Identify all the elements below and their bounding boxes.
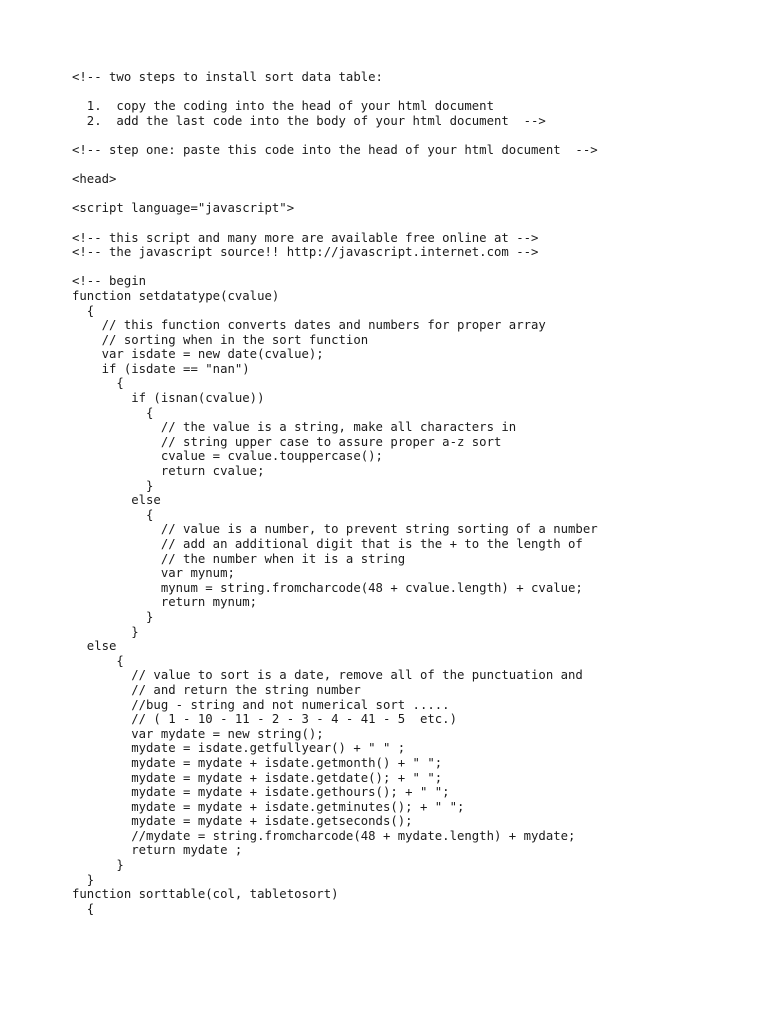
- code-line: }: [72, 872, 95, 887]
- code-line: [72, 128, 752, 143]
- code-line: return mynum;: [72, 595, 258, 610]
- code-line: if (isnan(cvalue)): [72, 391, 265, 406]
- code-line: }: [72, 858, 124, 873]
- code-line: function setdatatype(cvalue): [72, 288, 280, 303]
- code-line: // sorting when in the sort function: [72, 332, 369, 347]
- code-line: [72, 158, 752, 173]
- code-line: mydate = mydate + isdate.gethours(); + " ";: [72, 785, 450, 800]
- code-line: [72, 260, 752, 275]
- code-line: else: [72, 639, 117, 654]
- code-line: mydate = mydate + isdate.getmonth() + " ";: [72, 755, 443, 770]
- code-line: {: [72, 653, 124, 668]
- code-line: mydate = mydate + isdate.getdate(); + " ";: [72, 770, 443, 785]
- code-line: var mydate = new string();: [72, 726, 324, 741]
- code-line: // string upper case to assure proper a-z sort: [72, 434, 502, 449]
- code-line: cvalue = cvalue.touppercase();: [72, 449, 383, 464]
- code-document: [72, 70, 752, 916]
- code-line: mydate = isdate.getfullyear() + " " ;: [72, 741, 406, 756]
- code-line: <head>: [72, 172, 117, 187]
- code-line: // the number when it is a string: [72, 551, 406, 566]
- code-line: return cvalue;: [72, 464, 265, 479]
- code-line: else: [72, 493, 161, 508]
- code-line: mydate = mydate + isdate.getminutes(); + " ";: [72, 799, 465, 814]
- code-line: [72, 85, 752, 100]
- code-line: var mynum;: [72, 566, 235, 581]
- code-line: // value to sort is a date, remove all of the punctuation and: [72, 668, 583, 683]
- code-line: // value is a number, to prevent string sorting of a number: [72, 522, 598, 537]
- code-line: mynum = string.fromcharcode(48 + cvalue.length) + cvalue;: [72, 580, 583, 595]
- code-line: <!-- begin: [72, 274, 147, 289]
- code-line: // ( 1 - 10 - 11 - 2 - 3 - 4 - 41 - 5 etc.): [72, 712, 457, 727]
- code-line: function sorttable(col, tabletosort): [72, 887, 339, 902]
- code-line: if (isdate == "nan"): [72, 361, 250, 376]
- code-line: // and return the string number: [72, 682, 361, 697]
- code-line: }: [72, 478, 154, 493]
- code-line: <!-- the javascript source!! http://javascript.internet.com -->: [72, 245, 539, 260]
- code-line: [72, 187, 752, 202]
- code-line: {: [72, 405, 154, 420]
- code-line: {: [72, 303, 95, 318]
- code-line: }: [72, 609, 154, 624]
- code-line: var isdate = new date(cvalue);: [72, 347, 324, 362]
- code-line: // the value is a string, make all characters in: [72, 420, 517, 435]
- code-line: 1. copy the coding into the head of your html document: [72, 99, 494, 114]
- code-line: <!-- step one: paste this code into the head of your html document -->: [72, 142, 598, 157]
- code-line: return mydate ;: [72, 843, 243, 858]
- code-line: [72, 216, 752, 231]
- code-line: {: [72, 507, 154, 522]
- code-line: }: [72, 624, 139, 639]
- code-line: //mydate = string.fromcharcode(48 + mydate.length) + mydate;: [72, 828, 576, 843]
- code-line: <!-- two steps to install sort data table:: [72, 70, 383, 84]
- code-line: 2. add the last code into the body of your html document -->: [72, 113, 546, 128]
- code-line: <script language="javascript">: [72, 201, 295, 216]
- code-line: mydate = mydate + isdate.getseconds();: [72, 814, 413, 829]
- code-line: // add an additional digit that is the + to the length of: [72, 537, 583, 551]
- code-line: {: [72, 901, 95, 916]
- code-line: //bug - string and not numerical sort .....: [72, 697, 450, 712]
- code-line: {: [72, 376, 124, 391]
- code-line: // this function converts dates and numbers for proper array: [72, 318, 546, 333]
- code-line: <!-- this script and many more are available free online at -->: [72, 230, 539, 245]
